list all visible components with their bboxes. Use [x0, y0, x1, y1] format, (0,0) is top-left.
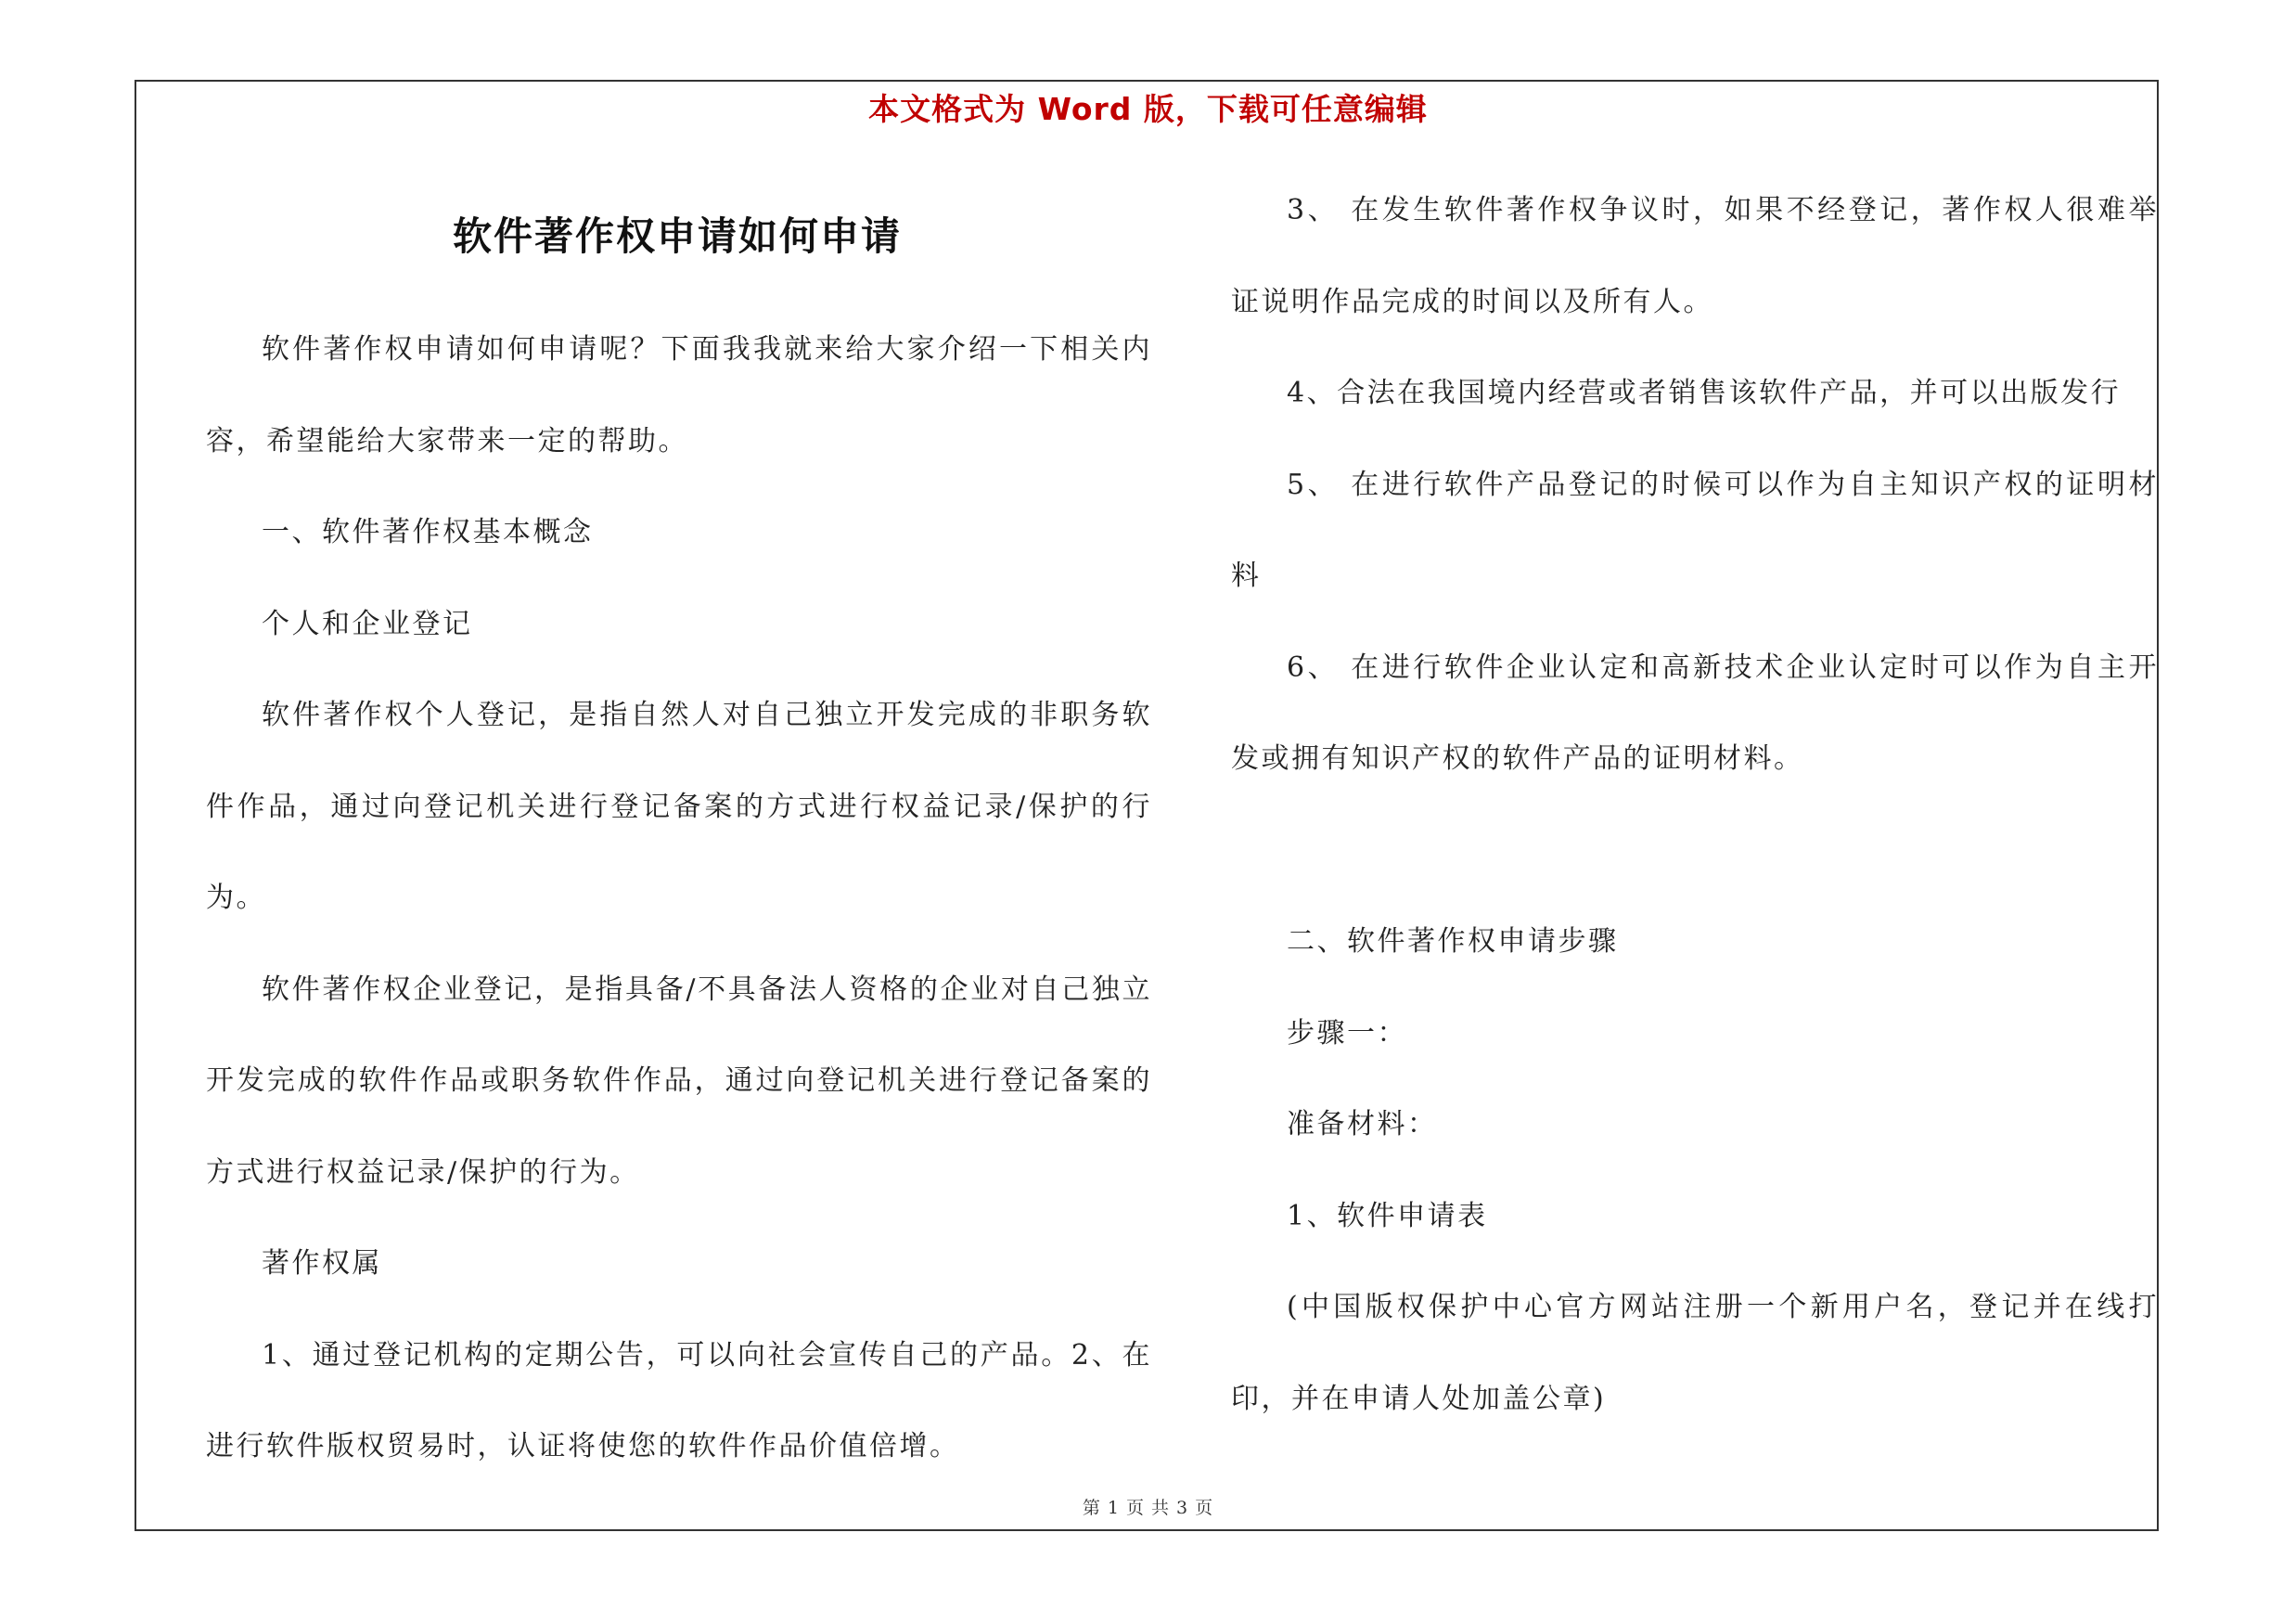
list-item: 6、 在进行软件企业认定和高新技术企业认定时可以作为自主开发或拥有知识产权的软件产品的证明材料。 [1231, 650, 2159, 775]
right-column [1231, 165, 2159, 1445]
section-heading: 一、软件著作权基本概念 [262, 516, 594, 548]
paragraph: 软件著作权个人登记，是指自然人对自己独立开发完成的非职务软件作品，通过向登记机关进行登记备案的方式进行权益记录/保护的行为。 [206, 699, 1152, 914]
note-paragraph: (中国版权保护中心官方网站注册一个新用户名，登记并在线打印，并在申请人处加盖公章) [1231, 1291, 2159, 1415]
format-banner: 本文格式为 Word 版，下载可任意编辑 [868, 91, 1428, 127]
paragraph: 软件著作权企业登记，是指具备/不具备法人资格的企业对自己独立开发完成的软件作品或职务软件作品，通过向登记机关进行登记备案的方式进行权益记录/保护的行为。 [206, 973, 1152, 1189]
subheading: 个人和企业登记 [262, 607, 473, 640]
paragraph: 1、通过登记机构的定期公告，可以向社会宣传自己的产品。2、在进行软件版权贸易时，认证将使您的软件作品价值倍增。 [206, 1338, 1152, 1462]
materials-label: 准备材料： [1287, 1108, 1438, 1140]
list-item: 1、软件申请表 [1287, 1199, 1488, 1232]
paragraph: 软件著作权申请如何申请呢？下面我我就来给大家介绍一下相关内容，希望能给大家带来一定的帮助。 [206, 333, 1152, 457]
subheading: 著作权属 [262, 1247, 382, 1280]
step-label: 步骤一： [1287, 1016, 1407, 1050]
document-title: 软件著作权申请如何申请 [452, 213, 902, 259]
list-item: 4、合法在我国境内经营或者销售该软件产品，并可以出版发行 [1287, 377, 2122, 409]
blank-line [1231, 805, 2159, 897]
list-item: 3、 在发生软件著作权争议时，如果不经登记，著作权人很难举证说明作品完成的时间以及所有人。 [1231, 194, 2159, 318]
section-heading: 二、软件著作权申请步骤 [1287, 925, 1619, 958]
list-item: 5、 在进行软件产品登记的时候可以作为自主知识产权的证明材料 [1231, 468, 2159, 592]
left-column [206, 304, 1152, 1493]
page-footer: 第 1 页 共 3 页 [1082, 1498, 1214, 1518]
